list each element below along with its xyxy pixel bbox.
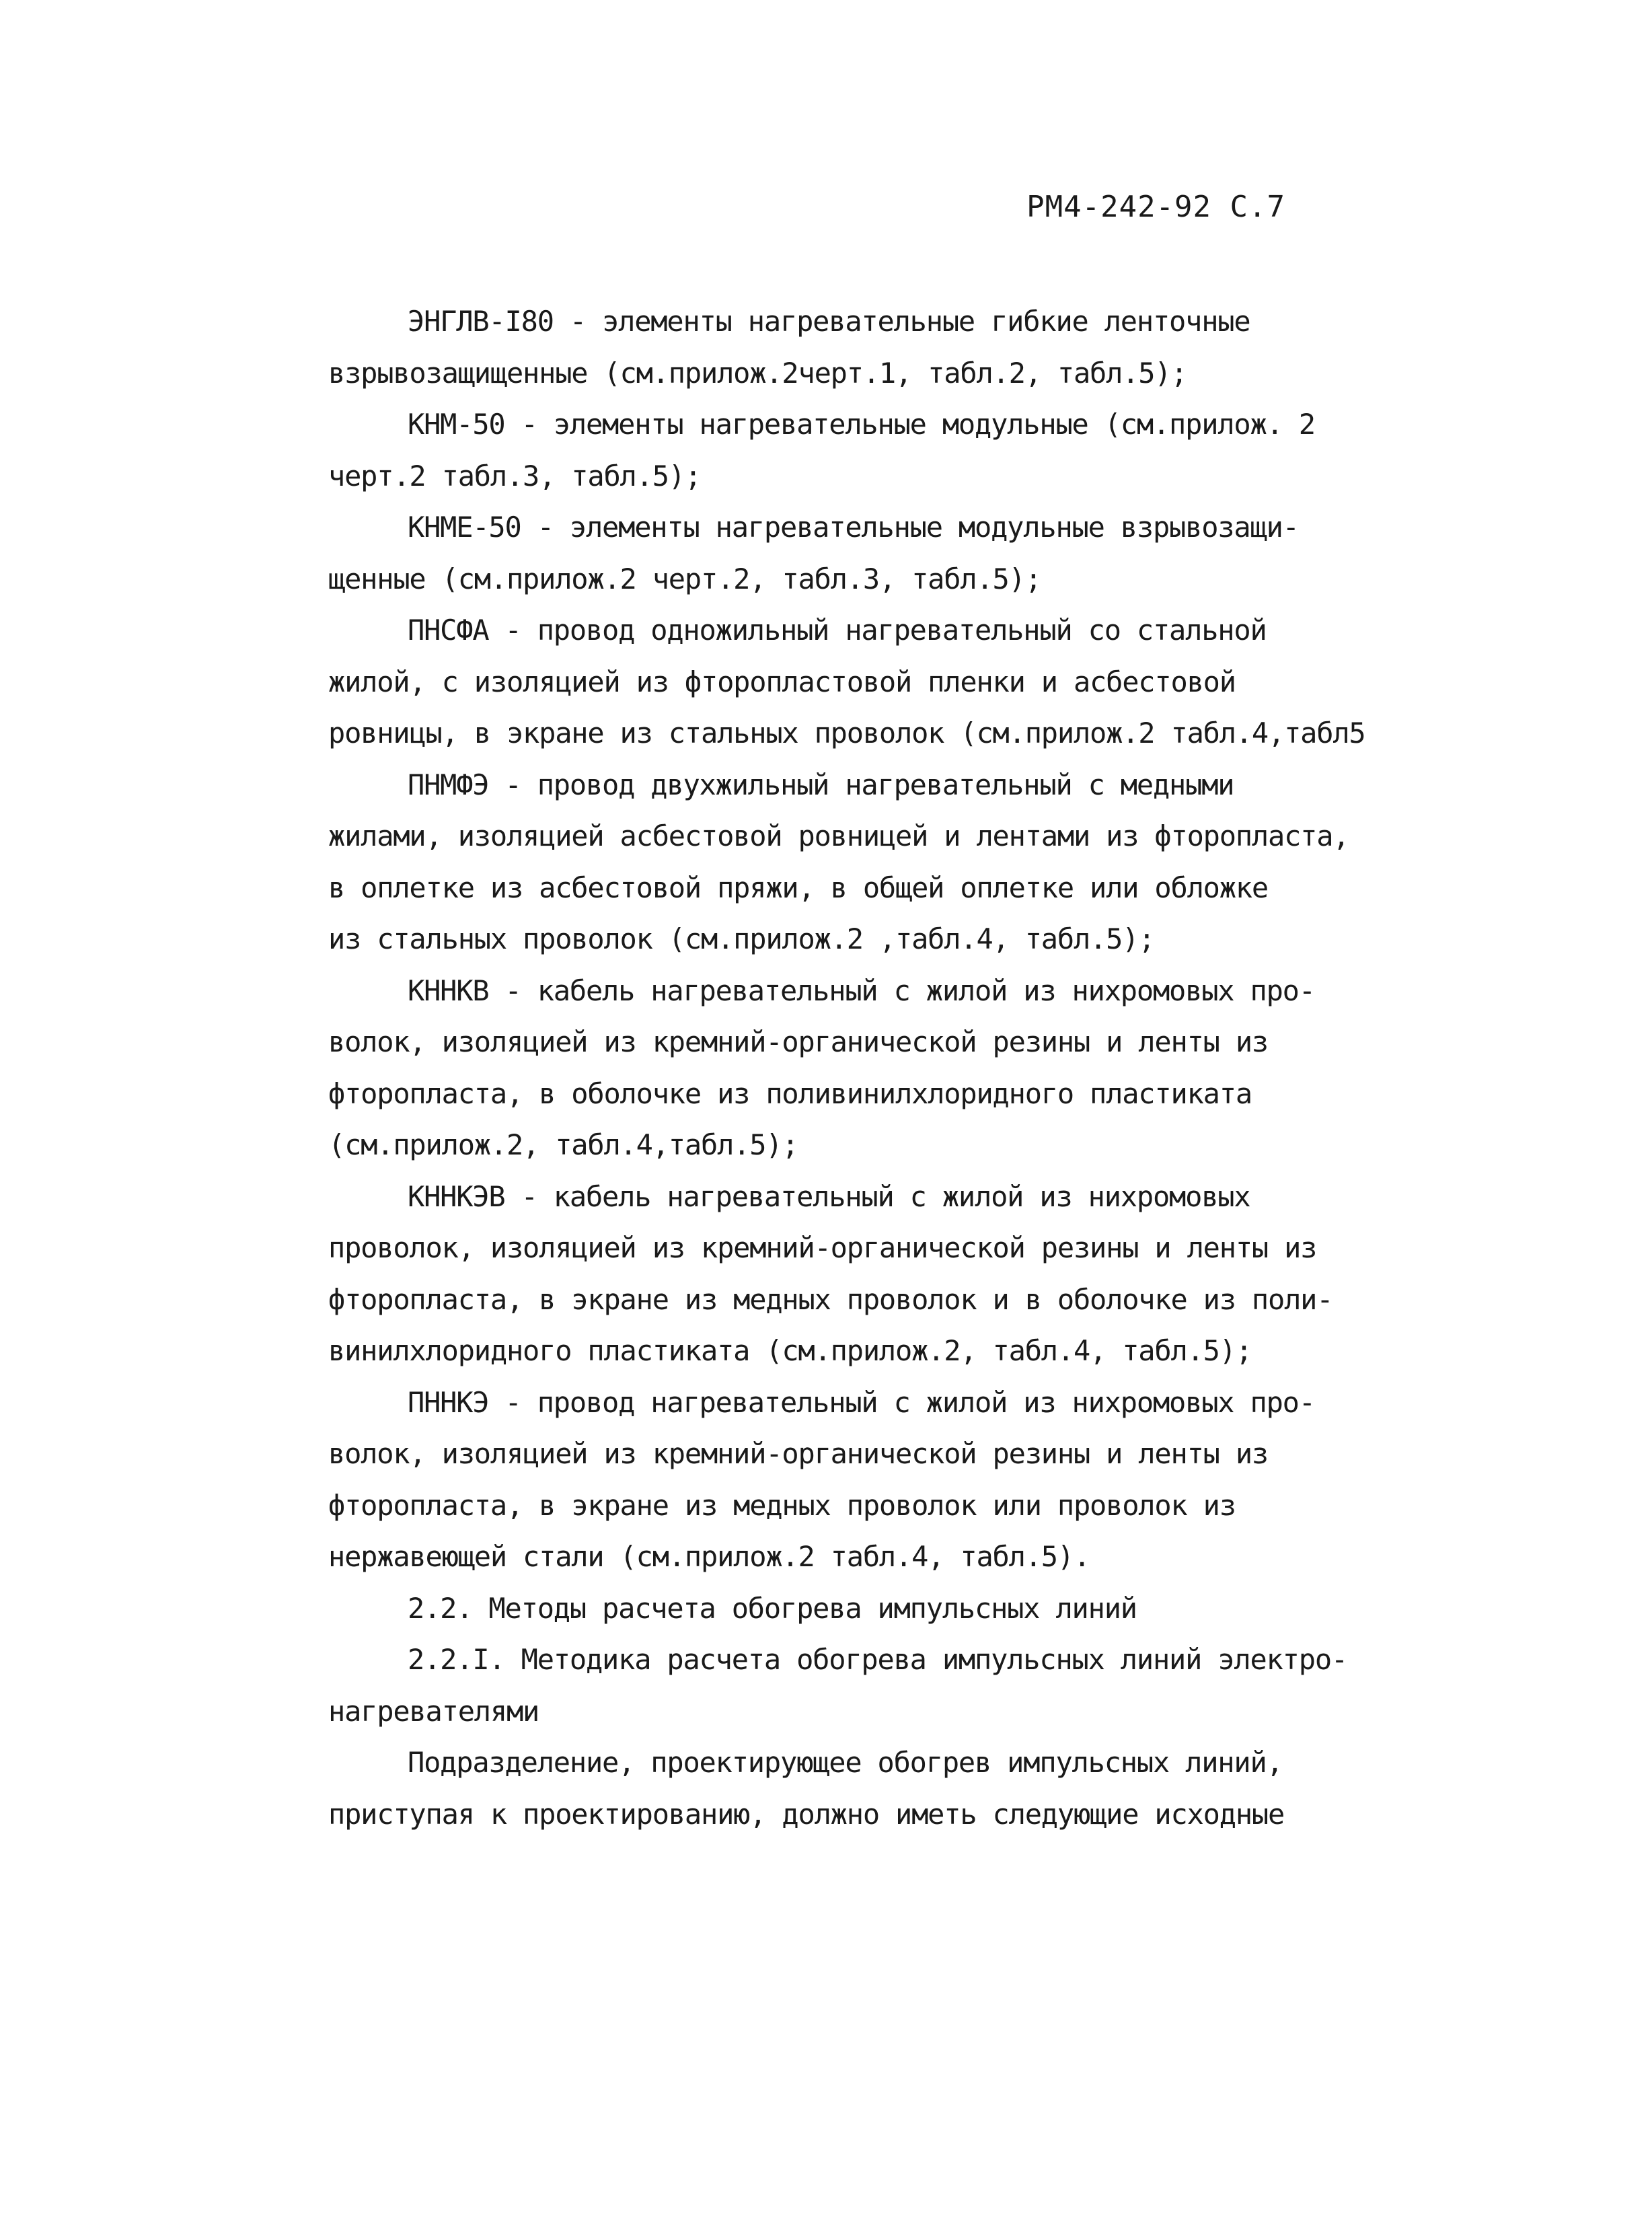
- text-line: КНМЕ-50 - элементы нагревательные модульные взрывозащи-: [408, 511, 1299, 544]
- text-line: ПННКЭ - провод нагревательный с жилой из нихромовых про-: [408, 1385, 1315, 1419]
- text-line: КНМ-50 - элементы нагревательные модульные (см.прилож. 2: [408, 408, 1315, 441]
- document-body: [328, 296, 1365, 1840]
- text-line: приступая к проектированию, должно иметь следующие исходные: [328, 1797, 1285, 1831]
- page-header-doc-code: РМ4-242-92 С.7: [1026, 190, 1285, 224]
- text-line: ровницы, в экране из стальных проволок (см.прилож.2 табл.4,табл5: [328, 717, 1365, 749]
- text-line: волок, изоляцией из кремний-органической резины и ленты из: [328, 1437, 1268, 1470]
- section-heading: 2.2. Методы расчета обогрева импульсных линий: [408, 1591, 1137, 1625]
- text-line: ПНСФА - провод одножильный нагревательный со стальной: [408, 614, 1267, 647]
- subsection-heading: 2.2.I. Методика расчета обогрева импульсных линий электро-: [408, 1643, 1347, 1676]
- text-line: из стальных проволок (см.прилож.2 ,табл.4, табл.5);: [328, 922, 1155, 955]
- text-line: Подразделение, проектирующее обогрев импульсных линий,: [408, 1746, 1283, 1779]
- text-line: жилами, изоляцией асбестовой ровницей и лентами из фторопласта,: [328, 819, 1349, 852]
- text-line: фторопласта, в экране из медных проволок и в оболочке из поли-: [328, 1282, 1333, 1316]
- text-line: КННКВ - кабель нагревательный с жилой из нихромовых про-: [408, 974, 1315, 1007]
- text-line: (см.прилож.2, табл.4,табл.5);: [328, 1128, 798, 1161]
- text-line: ПНМФЭ - провод двухжильный нагревательный с медными: [408, 768, 1234, 801]
- text-line: фторопласта, в оболочке из поливинилхлоридного пластиката: [328, 1076, 1252, 1110]
- text-line: ЭНГЛВ-I80 - элементы нагревательные гибкие ленточные: [408, 305, 1250, 338]
- subsection-heading-continuation: нагревателями: [328, 1694, 539, 1728]
- text-line: волок, изоляцией из кремний-органической резины и ленты из: [328, 1025, 1268, 1058]
- text-line: нержавеющей стали (см.прилож.2 табл.4, табл.5).: [328, 1540, 1090, 1573]
- text-line: КННКЭВ - кабель нагревательный с жилой из нихромовых: [408, 1179, 1250, 1213]
- text-line: щенные (см.прилож.2 черт.2, табл.3, табл.5);: [328, 562, 1041, 595]
- text-line: винилхлоридного пластиката (см.прилож.2, табл.4, табл.5);: [328, 1334, 1252, 1367]
- text-line: черт.2 табл.3, табл.5);: [328, 459, 701, 492]
- text-line: в оплетке из асбестовой пряжи, в общей оплетке или обложке: [328, 871, 1268, 904]
- text-line: жилой, с изоляцией из фторопластовой пленки и асбестовой: [328, 665, 1236, 698]
- text-line: проволок, изоляцией из кремний-органической резины и ленты из: [328, 1231, 1317, 1264]
- text-line: фторопласта, в экране из медных проволок или проволок из: [328, 1488, 1236, 1522]
- text-line: взрывозащищенные (см.прилож.2черт.1, табл.2, табл.5);: [328, 356, 1187, 390]
